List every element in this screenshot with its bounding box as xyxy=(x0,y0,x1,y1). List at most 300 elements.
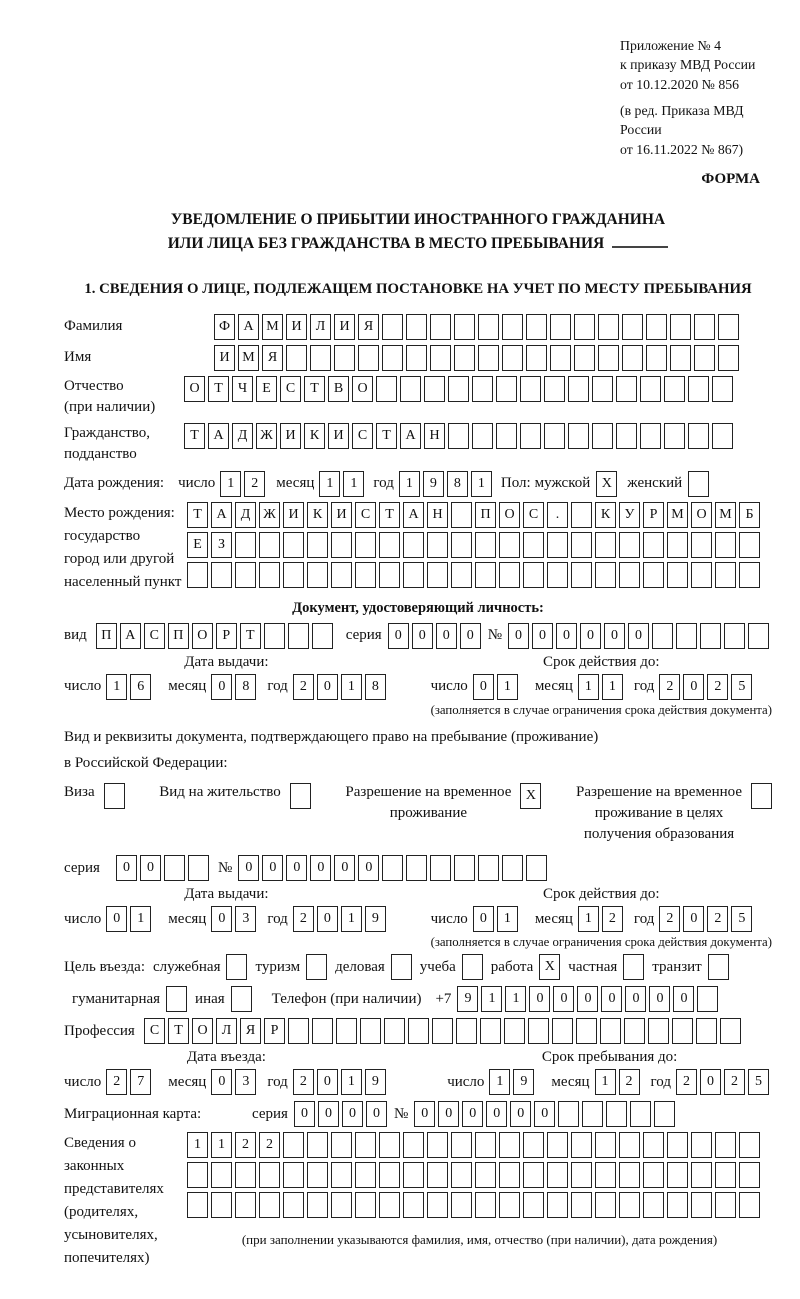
char-box[interactable] xyxy=(475,1132,496,1158)
char-box[interactable]: 0 xyxy=(342,1101,363,1127)
char-box[interactable]: 7 xyxy=(130,1069,151,1095)
char-box[interactable] xyxy=(664,376,685,402)
char-box[interactable] xyxy=(472,423,493,449)
temp-residence-checkbox[interactable]: X xyxy=(520,783,541,809)
identity-valid-day-boxes[interactable] xyxy=(473,674,521,700)
char-box[interactable] xyxy=(739,1132,760,1158)
char-box[interactable]: 8 xyxy=(447,471,468,497)
char-box[interactable] xyxy=(672,1018,693,1044)
char-box[interactable] xyxy=(523,1132,544,1158)
char-box[interactable]: 2 xyxy=(106,1069,127,1095)
char-box[interactable] xyxy=(382,855,403,881)
char-box[interactable] xyxy=(712,376,733,402)
char-box[interactable] xyxy=(715,1192,736,1218)
char-box[interactable] xyxy=(502,314,523,340)
char-box[interactable]: 0 xyxy=(140,855,161,881)
char-box[interactable]: М xyxy=(238,345,259,371)
char-box[interactable]: А xyxy=(238,314,259,340)
char-box[interactable] xyxy=(571,1162,592,1188)
char-box[interactable] xyxy=(427,1132,448,1158)
char-box[interactable] xyxy=(424,376,445,402)
char-box[interactable] xyxy=(616,376,637,402)
char-box[interactable] xyxy=(622,345,643,371)
char-box[interactable] xyxy=(472,376,493,402)
char-box[interactable] xyxy=(283,1162,304,1188)
char-box[interactable] xyxy=(739,532,760,558)
char-box[interactable] xyxy=(622,314,643,340)
identity-kind-boxes[interactable] xyxy=(96,623,336,649)
char-box[interactable]: 0 xyxy=(628,623,649,649)
char-box[interactable]: 0 xyxy=(486,1101,507,1127)
char-box[interactable] xyxy=(286,345,307,371)
permit-valid-month-boxes[interactable] xyxy=(578,906,626,932)
char-box[interactable] xyxy=(520,376,541,402)
char-box[interactable]: Я xyxy=(240,1018,261,1044)
purpose-humanitarian-checkbox[interactable] xyxy=(166,986,187,1012)
char-box[interactable]: 2 xyxy=(293,674,314,700)
char-box[interactable]: 0 xyxy=(317,906,338,932)
char-box[interactable]: 1 xyxy=(578,674,599,700)
char-box[interactable] xyxy=(715,1162,736,1188)
char-box[interactable] xyxy=(547,1162,568,1188)
char-box[interactable]: 0 xyxy=(211,674,232,700)
char-box[interactable] xyxy=(550,314,571,340)
char-box[interactable]: 9 xyxy=(365,906,386,932)
char-box[interactable] xyxy=(568,376,589,402)
birth-month-boxes[interactable] xyxy=(319,471,367,497)
char-box[interactable]: 0 xyxy=(317,674,338,700)
char-box[interactable] xyxy=(499,1132,520,1158)
char-box[interactable] xyxy=(331,532,352,558)
char-box[interactable] xyxy=(576,1018,597,1044)
char-box[interactable] xyxy=(288,623,309,649)
char-box[interactable] xyxy=(475,1162,496,1188)
char-box[interactable]: 2 xyxy=(244,471,265,497)
char-box[interactable] xyxy=(312,623,333,649)
char-box[interactable] xyxy=(691,1162,712,1188)
char-box[interactable] xyxy=(355,1132,376,1158)
char-box[interactable] xyxy=(646,345,667,371)
char-box[interactable]: 0 xyxy=(580,623,601,649)
char-box[interactable] xyxy=(619,1162,640,1188)
char-box[interactable]: О xyxy=(352,376,373,402)
char-box[interactable] xyxy=(694,314,715,340)
char-box[interactable] xyxy=(700,623,721,649)
patronymic-boxes[interactable] xyxy=(184,376,736,402)
char-box[interactable] xyxy=(451,1132,472,1158)
char-box[interactable] xyxy=(691,1132,712,1158)
char-box[interactable] xyxy=(334,345,355,371)
char-box[interactable] xyxy=(307,532,328,558)
citizenship-boxes[interactable] xyxy=(184,423,736,449)
char-box[interactable]: 9 xyxy=(423,471,444,497)
char-box[interactable] xyxy=(547,532,568,558)
char-box[interactable] xyxy=(264,623,285,649)
char-box[interactable] xyxy=(715,532,736,558)
char-box[interactable] xyxy=(235,562,256,588)
char-box[interactable] xyxy=(504,1018,525,1044)
char-box[interactable]: И xyxy=(286,314,307,340)
char-box[interactable] xyxy=(640,423,661,449)
char-box[interactable]: 1 xyxy=(106,674,127,700)
char-box[interactable]: Ч xyxy=(232,376,253,402)
char-box[interactable]: 0 xyxy=(534,1101,555,1127)
char-box[interactable] xyxy=(523,1162,544,1188)
char-box[interactable]: О xyxy=(499,502,520,528)
char-box[interactable] xyxy=(331,562,352,588)
identity-valid-year-boxes[interactable] xyxy=(659,674,755,700)
char-box[interactable]: 0 xyxy=(438,1101,459,1127)
char-box[interactable] xyxy=(379,1192,400,1218)
char-box[interactable] xyxy=(667,562,688,588)
char-box[interactable]: Л xyxy=(310,314,331,340)
char-box[interactable] xyxy=(312,1018,333,1044)
char-box[interactable] xyxy=(403,1162,424,1188)
char-box[interactable]: 1 xyxy=(505,986,526,1012)
char-box[interactable] xyxy=(499,1162,520,1188)
char-box[interactable] xyxy=(502,855,523,881)
char-box[interactable] xyxy=(547,562,568,588)
birth-place-boxes-row2[interactable] xyxy=(187,532,763,558)
char-box[interactable] xyxy=(379,1162,400,1188)
char-box[interactable]: Л xyxy=(216,1018,237,1044)
char-box[interactable]: 0 xyxy=(577,986,598,1012)
char-box[interactable]: 0 xyxy=(508,623,529,649)
char-box[interactable] xyxy=(528,1018,549,1044)
char-box[interactable]: 0 xyxy=(436,623,457,649)
char-box[interactable]: 0 xyxy=(462,1101,483,1127)
migration-number-boxes[interactable] xyxy=(414,1101,678,1127)
char-box[interactable]: О xyxy=(184,376,205,402)
char-box[interactable]: И xyxy=(328,423,349,449)
char-box[interactable] xyxy=(259,532,280,558)
place-blank-line[interactable] xyxy=(612,233,668,248)
char-box[interactable] xyxy=(259,1162,280,1188)
char-box[interactable]: О xyxy=(691,502,712,528)
purpose-other-checkbox[interactable] xyxy=(231,986,252,1012)
char-box[interactable] xyxy=(403,532,424,558)
permit-issue-month-boxes[interactable] xyxy=(211,906,259,932)
char-box[interactable] xyxy=(606,1101,627,1127)
profession-boxes[interactable] xyxy=(144,1018,744,1044)
char-box[interactable]: 0 xyxy=(238,855,259,881)
char-box[interactable]: Д xyxy=(232,423,253,449)
char-box[interactable]: А xyxy=(120,623,141,649)
char-box[interactable] xyxy=(691,1192,712,1218)
char-box[interactable]: 1 xyxy=(211,1132,232,1158)
char-box[interactable] xyxy=(654,1101,675,1127)
char-box[interactable]: . xyxy=(547,502,568,528)
purpose-tourism-checkbox[interactable] xyxy=(306,954,327,980)
char-box[interactable]: 0 xyxy=(358,855,379,881)
char-box[interactable] xyxy=(454,855,475,881)
char-box[interactable] xyxy=(211,1192,232,1218)
char-box[interactable]: 1 xyxy=(341,906,362,932)
char-box[interactable] xyxy=(574,345,595,371)
char-box[interactable]: 0 xyxy=(317,1069,338,1095)
char-box[interactable]: 1 xyxy=(595,1069,616,1095)
identity-series-boxes[interactable] xyxy=(388,623,484,649)
char-box[interactable] xyxy=(403,1132,424,1158)
purpose-business-checkbox[interactable] xyxy=(391,954,412,980)
char-box[interactable]: Р xyxy=(216,623,237,649)
char-box[interactable] xyxy=(355,562,376,588)
char-box[interactable]: 1 xyxy=(471,471,492,497)
char-box[interactable]: Н xyxy=(424,423,445,449)
char-box[interactable] xyxy=(480,1018,501,1044)
char-box[interactable] xyxy=(427,562,448,588)
char-box[interactable]: 2 xyxy=(259,1132,280,1158)
char-box[interactable] xyxy=(624,1018,645,1044)
char-box[interactable] xyxy=(568,423,589,449)
char-box[interactable] xyxy=(526,314,547,340)
char-box[interactable]: 0 xyxy=(414,1101,435,1127)
char-box[interactable]: М xyxy=(262,314,283,340)
birth-year-boxes[interactable] xyxy=(399,471,495,497)
char-box[interactable]: 0 xyxy=(473,906,494,932)
char-box[interactable] xyxy=(430,855,451,881)
visa-checkbox[interactable] xyxy=(104,783,125,809)
char-box[interactable]: 2 xyxy=(602,906,623,932)
char-box[interactable]: Ж xyxy=(256,423,277,449)
char-box[interactable]: 0 xyxy=(529,986,550,1012)
char-box[interactable] xyxy=(688,376,709,402)
char-box[interactable] xyxy=(582,1101,603,1127)
permit-issue-day-boxes[interactable] xyxy=(106,906,154,932)
char-box[interactable] xyxy=(478,314,499,340)
temp-residence-education-checkbox[interactable] xyxy=(751,783,772,809)
char-box[interactable] xyxy=(694,345,715,371)
char-box[interactable] xyxy=(211,562,232,588)
char-box[interactable] xyxy=(643,1192,664,1218)
char-box[interactable]: 0 xyxy=(700,1069,721,1095)
char-box[interactable]: К xyxy=(304,423,325,449)
char-box[interactable]: Ф xyxy=(214,314,235,340)
char-box[interactable] xyxy=(499,532,520,558)
char-box[interactable]: 0 xyxy=(460,623,481,649)
char-box[interactable]: Т xyxy=(240,623,261,649)
char-box[interactable] xyxy=(235,532,256,558)
char-box[interactable] xyxy=(235,1192,256,1218)
char-box[interactable]: 0 xyxy=(532,623,553,649)
char-box[interactable]: Т xyxy=(208,376,229,402)
char-box[interactable] xyxy=(331,1192,352,1218)
char-box[interactable]: И xyxy=(280,423,301,449)
char-box[interactable]: 9 xyxy=(513,1069,534,1095)
char-box[interactable] xyxy=(235,1162,256,1188)
char-box[interactable] xyxy=(526,855,547,881)
char-box[interactable] xyxy=(652,623,673,649)
char-box[interactable]: 0 xyxy=(601,986,622,1012)
char-box[interactable]: И xyxy=(283,502,304,528)
char-box[interactable]: П xyxy=(168,623,189,649)
char-box[interactable] xyxy=(403,562,424,588)
char-box[interactable] xyxy=(595,532,616,558)
char-box[interactable]: 0 xyxy=(683,674,704,700)
char-box[interactable] xyxy=(667,532,688,558)
char-box[interactable]: Т xyxy=(376,423,397,449)
char-box[interactable] xyxy=(406,345,427,371)
char-box[interactable] xyxy=(739,1192,760,1218)
permit-issue-year-boxes[interactable] xyxy=(293,906,389,932)
char-box[interactable]: Т xyxy=(168,1018,189,1044)
purpose-transit-checkbox[interactable] xyxy=(708,954,729,980)
char-box[interactable] xyxy=(451,1162,472,1188)
char-box[interactable]: 1 xyxy=(602,674,623,700)
char-box[interactable] xyxy=(376,376,397,402)
char-box[interactable] xyxy=(408,1018,429,1044)
char-box[interactable] xyxy=(619,1192,640,1218)
representatives-boxes-row1[interactable] xyxy=(187,1132,763,1158)
char-box[interactable]: 3 xyxy=(235,1069,256,1095)
char-box[interactable] xyxy=(595,1162,616,1188)
char-box[interactable] xyxy=(187,562,208,588)
char-box[interactable] xyxy=(307,1162,328,1188)
purpose-work-checkbox[interactable]: X xyxy=(539,954,560,980)
char-box[interactable] xyxy=(499,562,520,588)
char-box[interactable]: Т xyxy=(184,423,205,449)
char-box[interactable]: 0 xyxy=(388,623,409,649)
char-box[interactable] xyxy=(499,1192,520,1218)
char-box[interactable]: 5 xyxy=(731,674,752,700)
identity-number-boxes[interactable] xyxy=(508,623,772,649)
char-box[interactable] xyxy=(544,423,565,449)
char-box[interactable] xyxy=(712,423,733,449)
char-box[interactable] xyxy=(379,1132,400,1158)
char-box[interactable]: 2 xyxy=(619,1069,640,1095)
stay-year-boxes[interactable] xyxy=(676,1069,772,1095)
char-box[interactable]: 0 xyxy=(318,1101,339,1127)
representatives-boxes-row2[interactable] xyxy=(187,1162,763,1188)
char-box[interactable] xyxy=(670,345,691,371)
char-box[interactable] xyxy=(451,562,472,588)
char-box[interactable] xyxy=(558,1101,579,1127)
char-box[interactable] xyxy=(696,1018,717,1044)
char-box[interactable] xyxy=(547,1132,568,1158)
char-box[interactable] xyxy=(187,1162,208,1188)
birth-day-boxes[interactable] xyxy=(220,471,268,497)
char-box[interactable]: 0 xyxy=(106,906,127,932)
purpose-study-checkbox[interactable] xyxy=(462,954,483,980)
char-box[interactable] xyxy=(523,1192,544,1218)
char-box[interactable]: 0 xyxy=(683,906,704,932)
char-box[interactable] xyxy=(718,314,739,340)
identity-issue-year-boxes[interactable] xyxy=(293,674,389,700)
char-box[interactable]: 2 xyxy=(235,1132,256,1158)
char-box[interactable]: Н xyxy=(427,502,448,528)
char-box[interactable]: П xyxy=(96,623,117,649)
char-box[interactable]: Е xyxy=(256,376,277,402)
char-box[interactable]: 0 xyxy=(262,855,283,881)
char-box[interactable]: А xyxy=(211,502,232,528)
char-box[interactable]: Ж xyxy=(259,502,280,528)
char-box[interactable] xyxy=(667,1162,688,1188)
char-box[interactable] xyxy=(475,562,496,588)
char-box[interactable] xyxy=(720,1018,741,1044)
char-box[interactable]: 1 xyxy=(481,986,502,1012)
char-box[interactable] xyxy=(288,1018,309,1044)
char-box[interactable]: 2 xyxy=(707,674,728,700)
entry-day-boxes[interactable] xyxy=(106,1069,154,1095)
identity-issue-day-boxes[interactable] xyxy=(106,674,154,700)
char-box[interactable] xyxy=(502,345,523,371)
char-box[interactable] xyxy=(670,314,691,340)
char-box[interactable] xyxy=(382,345,403,371)
char-box[interactable] xyxy=(595,1132,616,1158)
char-box[interactable] xyxy=(619,532,640,558)
char-box[interactable] xyxy=(571,562,592,588)
char-box[interactable] xyxy=(496,376,517,402)
char-box[interactable] xyxy=(451,1192,472,1218)
char-box[interactable]: 1 xyxy=(343,471,364,497)
char-box[interactable]: 1 xyxy=(399,471,420,497)
char-box[interactable]: С xyxy=(523,502,544,528)
char-box[interactable] xyxy=(331,1162,352,1188)
representatives-boxes-row3[interactable] xyxy=(187,1192,763,1218)
char-box[interactable]: 5 xyxy=(748,1069,769,1095)
char-box[interactable]: И xyxy=(331,502,352,528)
char-box[interactable]: 0 xyxy=(310,855,331,881)
char-box[interactable]: И xyxy=(334,314,355,340)
char-box[interactable] xyxy=(475,532,496,558)
char-box[interactable] xyxy=(595,1192,616,1218)
char-box[interactable]: 0 xyxy=(649,986,670,1012)
identity-issue-month-boxes[interactable] xyxy=(211,674,259,700)
char-box[interactable]: Я xyxy=(358,314,379,340)
char-box[interactable] xyxy=(451,502,472,528)
char-box[interactable] xyxy=(211,1162,232,1188)
char-box[interactable] xyxy=(360,1018,381,1044)
char-box[interactable]: 2 xyxy=(707,906,728,932)
char-box[interactable] xyxy=(406,855,427,881)
char-box[interactable] xyxy=(355,1192,376,1218)
char-box[interactable]: М xyxy=(667,502,688,528)
char-box[interactable] xyxy=(382,314,403,340)
char-box[interactable]: 1 xyxy=(220,471,241,497)
char-box[interactable] xyxy=(592,423,613,449)
char-box[interactable] xyxy=(667,1192,688,1218)
char-box[interactable] xyxy=(403,1192,424,1218)
char-box[interactable] xyxy=(523,562,544,588)
char-box[interactable]: 8 xyxy=(235,674,256,700)
char-box[interactable]: 0 xyxy=(556,623,577,649)
char-box[interactable]: У xyxy=(619,502,640,528)
char-box[interactable] xyxy=(640,376,661,402)
char-box[interactable]: 2 xyxy=(293,906,314,932)
char-box[interactable] xyxy=(571,1192,592,1218)
char-box[interactable]: З xyxy=(211,532,232,558)
char-box[interactable] xyxy=(724,623,745,649)
phone-boxes[interactable] xyxy=(457,986,721,1012)
char-box[interactable] xyxy=(616,423,637,449)
char-box[interactable]: 1 xyxy=(341,1069,362,1095)
char-box[interactable] xyxy=(748,623,769,649)
char-box[interactable] xyxy=(571,1132,592,1158)
char-box[interactable]: Д xyxy=(235,502,256,528)
permit-number-boxes[interactable] xyxy=(238,855,550,881)
char-box[interactable]: А xyxy=(403,502,424,528)
char-box[interactable] xyxy=(552,1018,573,1044)
char-box[interactable]: А xyxy=(208,423,229,449)
char-box[interactable]: М xyxy=(715,502,736,528)
char-box[interactable]: 2 xyxy=(676,1069,697,1095)
char-box[interactable] xyxy=(259,562,280,588)
char-box[interactable]: В xyxy=(328,376,349,402)
char-box[interactable] xyxy=(574,314,595,340)
char-box[interactable] xyxy=(598,314,619,340)
char-box[interactable] xyxy=(496,423,517,449)
char-box[interactable]: С xyxy=(144,1018,165,1044)
